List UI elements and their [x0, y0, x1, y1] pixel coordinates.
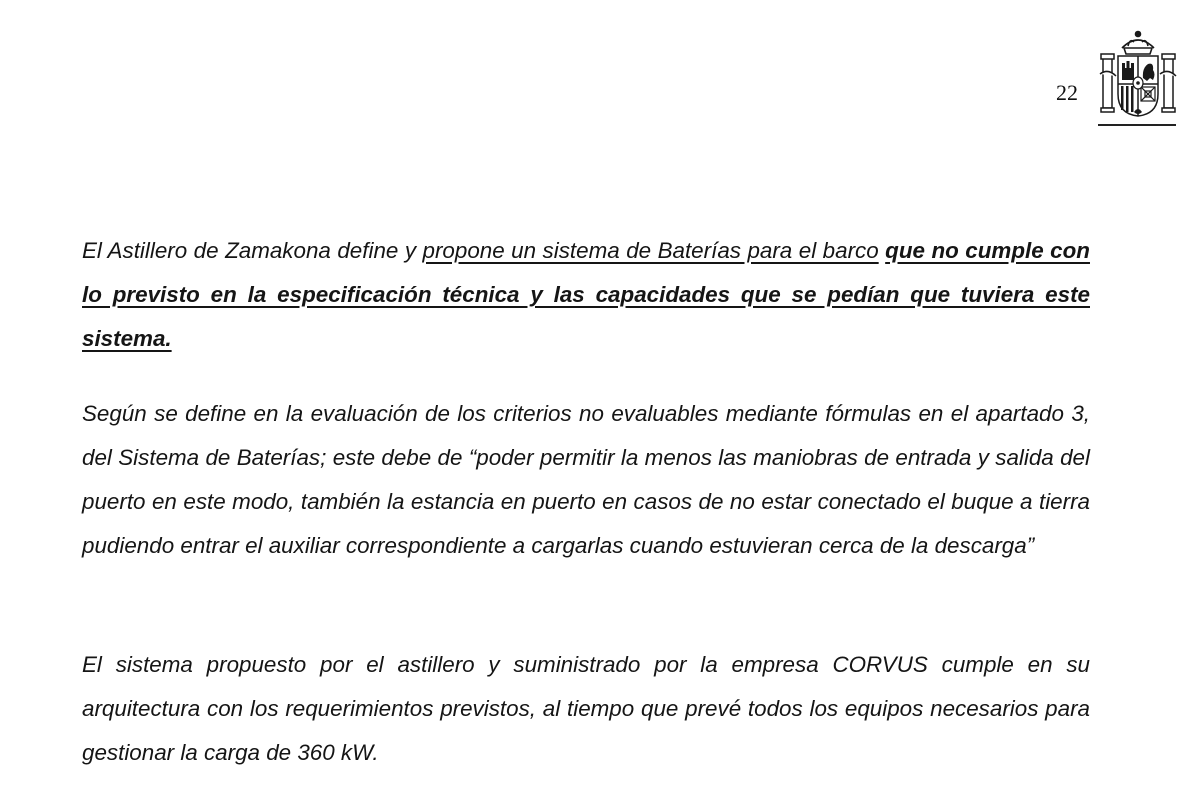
paragraph-3: El sistema propuesto por el astillero y suministrado por la empresa CORVUS cumple en su arquitectura con los requerimientos previstos, al tiempo que prevé todos los equipos necesarios para gestionar la carga de 360 kW.	[82, 652, 1090, 765]
paragraph-1	[82, 229, 1090, 361]
paragraph-1-bold-underlined: que no cumple con lo previsto en la especificación técnica y las capacidades que se pedían que tuviera este sistema.	[82, 238, 1090, 351]
paragraph-1-intro: El Astillero de Zamakona define y	[82, 238, 423, 263]
page-number: 22	[1056, 80, 1078, 105]
paragraph-1-underlined: propone un sistema de Baterías para el barco	[422, 238, 879, 263]
paragraph-2: Según se define en la evaluación de los criterios no evaluables mediante fórmulas en el apartado 3, del Sistema de Baterías; este debe de “poder permitir la menos las maniobras de entrada y salida del puerto en este modo, también la estancia en puerto en casos de no estar conectado el buque a tierra pudiendo entrar el auxiliar correspondiente a cargarlas cuando estuvieran cerca de la descarga”	[82, 401, 1090, 558]
header-rule	[1098, 124, 1176, 126]
spanish-coat-of-arms-icon	[1098, 28, 1178, 120]
